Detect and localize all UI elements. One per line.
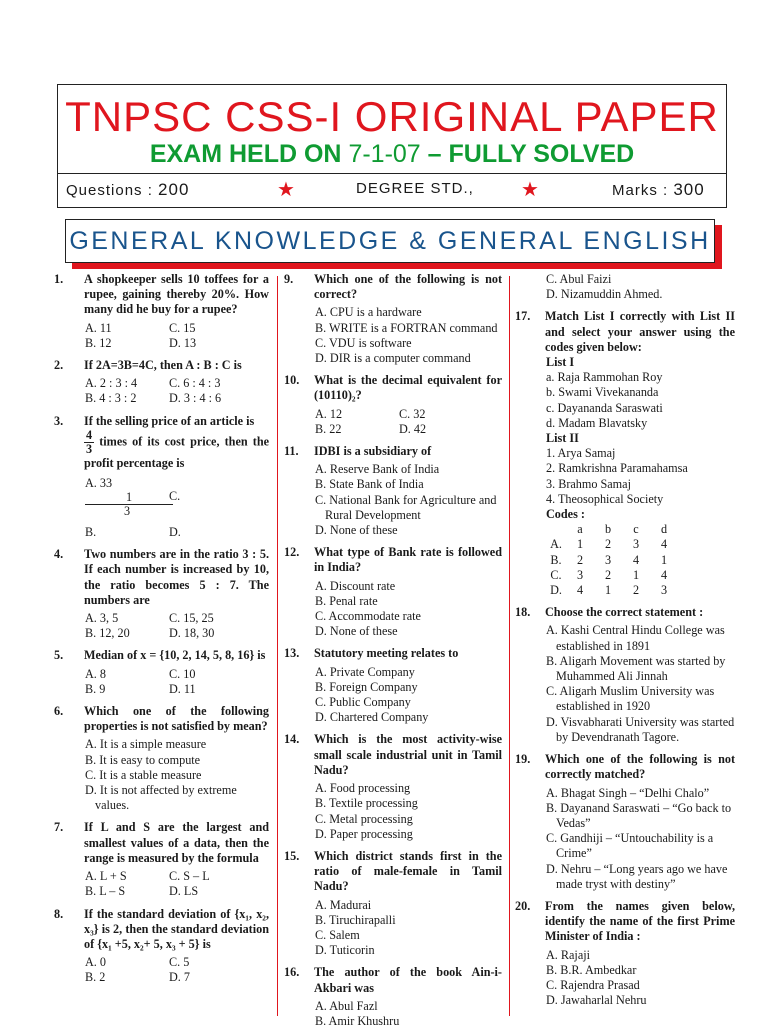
option-c: C. It is a stable measure	[85, 767, 202, 782]
option-b: B. Aligarh Movement was started by Muhammed Ali Jinnah	[546, 653, 726, 684]
marks-label: Marks :	[612, 182, 674, 199]
question-text: From the names given below, identify the name of the first Prime Minister of India :	[545, 898, 735, 944]
column-2	[284, 272, 502, 1036]
question-10	[284, 373, 502, 437]
question-number: 16.	[284, 965, 300, 980]
question-number: 8.	[54, 906, 64, 921]
option-a: A. 0	[85, 955, 106, 970]
option-a: A. 3, 5	[85, 611, 119, 626]
option-d: D. None of these	[315, 624, 398, 639]
option-b: B. 9	[85, 681, 106, 696]
question-number: 9.	[284, 272, 294, 286]
codes-cell: 2	[604, 567, 612, 582]
option-a: A. 11	[85, 320, 112, 335]
question-number: 17.	[515, 309, 531, 324]
option-b: B. 12, 20	[85, 626, 130, 641]
question-number: 4.	[54, 547, 64, 562]
question-text-part: If the selling price of an article is	[84, 413, 255, 428]
option-a: A. Rajaji	[546, 947, 591, 962]
question-number: 20.	[515, 898, 531, 913]
option-b: B. 22	[315, 421, 342, 436]
codes-cell: B.	[550, 552, 562, 567]
question-number: 6.	[54, 704, 64, 719]
question-number: 14.	[284, 732, 300, 747]
question-16-continued	[515, 272, 735, 302]
question-6	[54, 704, 269, 813]
question-18	[515, 605, 735, 745]
codes-cell: 3	[576, 567, 584, 582]
question-text: IDBI is a subsidiary of	[314, 444, 432, 459]
codes-cell: 3	[604, 552, 612, 567]
option-d: D. It is not affected by extreme values.	[85, 783, 237, 813]
option-c: C. VDU is software	[315, 335, 412, 350]
list1-item: a. Raja Rammohan Roy	[546, 370, 663, 385]
question-20	[515, 899, 735, 1008]
question-number: 2.	[54, 358, 64, 373]
subtitle-suffix: – FULLY SOLVED	[420, 140, 635, 168]
fraction-denominator: 3	[86, 441, 93, 456]
option-b: B. State Bank of India	[315, 477, 424, 492]
option-a	[85, 476, 169, 518]
column-1	[54, 272, 269, 993]
list2-item: 2. Ramkrishna Paramahamsa	[546, 461, 688, 476]
question-text: Choose the correct statement :	[545, 605, 704, 620]
codes-cell: 3	[632, 537, 640, 552]
option-b: B. B.R. Ambedkar	[546, 962, 637, 977]
option-a: A. Private Company	[315, 664, 415, 679]
question-14	[284, 732, 502, 841]
option-b: B. L – S	[85, 884, 126, 899]
option-b: B.	[85, 525, 97, 540]
option-c: C. National Bank for Agriculture and Rural Development	[315, 492, 497, 522]
page-title: TNPSC CSS-I ORIGINAL PAPER	[65, 93, 719, 140]
list2-item: 3. Brahmo Samaj	[546, 476, 631, 491]
codes-cell: 3	[660, 583, 668, 598]
question-text: Median of x = {10, 2, 14, 5, 8, 16} is	[84, 648, 266, 663]
option-b: B. Tiruchirapalli	[315, 912, 396, 927]
option-c: C. 5	[169, 955, 190, 970]
codes-header-cell	[546, 522, 566, 537]
question-5	[54, 648, 269, 697]
codes-cell: D.	[550, 583, 562, 598]
option-d: D. DIR is a computer command	[315, 351, 471, 366]
codes-cell: 4	[632, 552, 640, 567]
option-a: A. 2 : 3 : 4	[85, 376, 138, 391]
codes-header-cell: a	[577, 522, 583, 537]
question-number: 10.	[284, 373, 300, 388]
question-number: 15.	[284, 848, 300, 863]
codes-cell: 4	[660, 537, 668, 552]
option-b: B. WRITE is a FORTRAN command	[315, 320, 498, 335]
option-b: B. Textile processing	[315, 796, 418, 811]
list2-title: List II	[546, 431, 579, 446]
question-number: 19.	[515, 752, 531, 767]
question-3	[54, 414, 269, 541]
list1-item: c. Dayananda Saraswati	[546, 400, 663, 415]
option-a-text: A. 33	[85, 475, 113, 490]
question-13	[284, 646, 502, 725]
column-divider	[509, 276, 510, 1016]
option-c: C. Gandhiji – “Untouchability is a Crime”	[546, 831, 714, 861]
question-number: 1.	[54, 272, 64, 286]
option-d: D. Chartered Company	[315, 710, 429, 725]
option-c: C. 6 : 4 : 3	[169, 376, 221, 391]
question-11	[284, 444, 502, 538]
fraction	[84, 429, 94, 456]
codes-cell: 2	[604, 537, 612, 552]
option-a: A. Discount rate	[315, 578, 396, 593]
option-c: C. Abul Faizi	[546, 272, 612, 286]
list1-title: List I	[546, 355, 575, 370]
option-a: A. Reserve Bank of India	[315, 462, 440, 477]
question-text: Two numbers are in the ratio 3 : 5. If each number is increased by 10, the ratio becomes 5 : 7. The numbers are	[84, 547, 269, 607]
option-a: A. Abul Fazl	[315, 998, 378, 1013]
codes-header-cell: b	[604, 522, 612, 537]
option-d: D. 18, 30	[169, 626, 215, 641]
question-text: Which one of the following is not correct?	[314, 272, 502, 302]
option-d: D. LS	[169, 884, 199, 899]
questions-value: 200	[158, 180, 190, 199]
option-a: A. 8	[85, 666, 106, 681]
column-divider	[277, 276, 278, 1016]
option-d: D. 11	[169, 681, 196, 696]
codes-header-cell: d	[660, 522, 668, 537]
option-b: B. 4 : 3 : 2	[85, 391, 137, 406]
marks-count	[612, 180, 705, 200]
questions-count	[66, 180, 189, 200]
question-16	[284, 965, 502, 1029]
fraction	[85, 491, 169, 518]
question-text	[84, 414, 269, 471]
question-number: 18.	[515, 605, 531, 620]
option-a: A. Kashi Central Hindu College was established in 1891	[546, 623, 725, 653]
question-number: 5.	[54, 648, 64, 663]
option-a: A. 12	[315, 406, 343, 421]
question-text: Statutory meeting relates to	[314, 646, 459, 661]
question-text: Which one of the following is not correctly matched?	[545, 752, 735, 782]
option-d: D.	[169, 525, 181, 540]
option-d: D. None of these	[315, 523, 398, 538]
question-text: What type of Bank rate is followed in India?	[314, 545, 502, 575]
option-c: C. S – L	[169, 869, 210, 884]
info-bar	[58, 174, 726, 207]
question-text: Which district stands first in the ratio of male-female in Tamil Nadu?	[314, 848, 502, 894]
codes-table	[546, 522, 735, 598]
question-4	[54, 547, 269, 641]
codes-cell: 2	[576, 552, 584, 567]
star-icon: ★	[277, 179, 295, 201]
codes-cell: 1	[576, 537, 584, 552]
codes-cell: C.	[550, 567, 562, 582]
header-box	[57, 84, 727, 208]
fraction-denominator: 3	[123, 504, 131, 519]
codes-cell: A.	[550, 537, 562, 552]
option-a: A. L + S	[85, 869, 127, 884]
question-number: 3.	[54, 413, 64, 428]
question-text-part: times of its cost price, then the profit percentage is	[84, 434, 270, 470]
questions-label: Questions :	[66, 182, 159, 199]
option-a: A. Bhagat Singh – “Delhi Chalo”	[546, 785, 710, 800]
fraction-numerator: 4	[86, 427, 93, 442]
codes-cell: 1	[632, 567, 640, 582]
codes-cell: 4	[576, 583, 584, 598]
question-1	[54, 272, 269, 351]
question-text: The author of the book Ain-i-Akbari was	[314, 965, 502, 995]
codes-cell: 2	[632, 583, 640, 598]
option-c: C. 15	[169, 320, 196, 335]
list2-item: 4. Theosophical Society	[546, 491, 664, 506]
option-c: C. Public Company	[315, 695, 411, 710]
marks-value: 300	[673, 180, 705, 199]
option-d: D. Nizamuddin Ahmed.	[546, 287, 663, 302]
question-text: A shopkeeper sells 10 toffees for a rupee, gaining thereby 20%. How many did he buy for a rupee?	[84, 272, 269, 317]
option-c: C. Metal processing	[315, 811, 413, 826]
list1-item: b. Swami Vivekananda	[546, 385, 659, 400]
degree-label: DEGREE STD.,	[356, 180, 474, 197]
option-b: B. It is easy to compute	[85, 752, 201, 767]
question-text: If 2A=3B=4C, then A : B : C is	[84, 358, 242, 373]
question-12	[284, 545, 502, 639]
question-number: 12.	[284, 545, 300, 560]
question-2	[54, 358, 269, 407]
codes-cell: 1	[604, 583, 612, 598]
exam-date: 7-1-07	[348, 140, 421, 168]
question-text: Which is the most activity-wise small scale industrial unit in Tamil Nadu?	[314, 732, 502, 777]
option-a: A. It is a simple measure	[85, 737, 207, 752]
question-8	[54, 907, 269, 986]
option-b: B. 12	[85, 335, 112, 350]
option-d: D. Nehru – “Long years ago we have made tryst with destiny”	[546, 861, 728, 891]
question-text: What is the decimal equivalent for (10110)₂?	[314, 373, 502, 403]
question-7	[54, 820, 269, 899]
section-banner: GENERAL KNOWLEDGE & GENERAL ENGLISH	[65, 219, 715, 263]
codes-cell: 1	[660, 552, 668, 567]
column-3	[515, 272, 735, 1015]
option-b: B. Foreign Company	[315, 679, 418, 694]
option-d: D. Visvabharati University was started by Devendranath Tagore.	[546, 714, 735, 744]
option-d: D. 7	[169, 970, 190, 985]
option-d: D. 42	[399, 421, 427, 436]
question-number: 13.	[284, 646, 300, 661]
codes-header-cell: c	[633, 522, 639, 537]
fraction-numerator: 1	[85, 491, 173, 505]
option-d: D. 3 : 4 : 6	[169, 391, 222, 406]
option-a: A. Food processing	[315, 781, 411, 796]
option-d: D. Tuticorin	[315, 943, 375, 958]
option-c: C. Rajendra Prasad	[546, 977, 640, 992]
option-c: C.	[169, 489, 181, 504]
codes-cell: 4	[660, 567, 668, 582]
codes-title: Codes :	[546, 507, 585, 522]
question-17	[515, 309, 735, 598]
question-number: 7.	[54, 820, 64, 835]
option-c: C. 32	[399, 406, 426, 421]
option-b: B. 2	[85, 970, 106, 985]
question-text: If the standard deviation of {x₁, x₂, x₃} is 2, then the standard deviation of {x₁ +5, x₂+ 5, x₃ + 5} is	[84, 906, 269, 951]
option-d: D. Paper processing	[315, 826, 413, 841]
question-9	[284, 272, 502, 366]
option-d: D. Jawaharlal Nehru	[546, 993, 647, 1008]
page-subtitle	[58, 140, 726, 169]
question-15	[284, 849, 502, 958]
option-a: A. CPU is a hardware	[315, 305, 422, 320]
option-c: C. Aligarh Muslim University was established in 1920	[546, 684, 715, 714]
question-19	[515, 752, 735, 892]
option-c: C. 15, 25	[169, 611, 214, 626]
option-c: C. Accommodate rate	[315, 609, 421, 624]
option-b: B. Amir Khushru	[315, 1013, 400, 1028]
question-text: Match List I correctly with List II and select your answer using the codes given below:	[545, 309, 735, 354]
option-b: B. Penal rate	[315, 593, 378, 608]
option-a: A. Madurai	[315, 897, 372, 912]
question-number: 11.	[284, 444, 299, 459]
question-text: If L and S are the largest and smallest values of a data, then the range is measured by the formula	[84, 820, 269, 865]
option-d: D. 13	[169, 335, 197, 350]
list1-item: d. Madam Blavatsky	[546, 415, 648, 430]
list2-item: 1. Arya Samaj	[546, 446, 616, 461]
option-c: C. 10	[169, 666, 196, 681]
subtitle-text: EXAM HELD ON	[149, 140, 349, 168]
option-b: B. Dayanand Saraswati – “Go back to Vedas”	[546, 800, 732, 830]
question-text: Which one of the following properties is not satisfied by mean?	[84, 704, 269, 734]
option-c: C. Salem	[315, 927, 360, 942]
star-icon: ★	[521, 179, 539, 201]
